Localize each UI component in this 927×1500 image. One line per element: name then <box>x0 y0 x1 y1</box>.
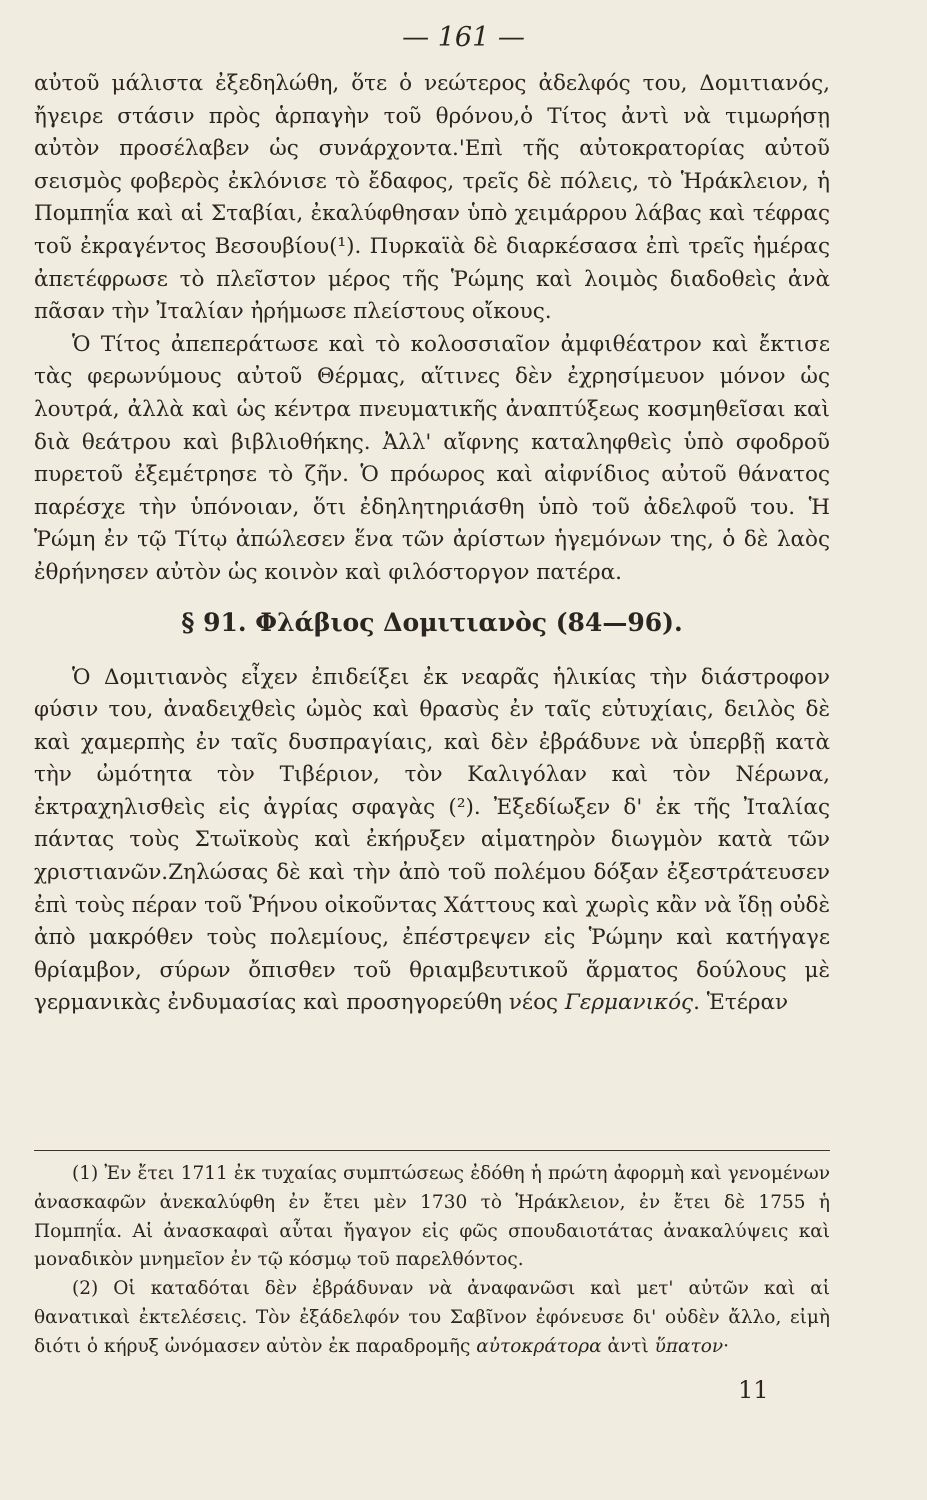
page-number: — 161 — <box>402 22 525 53</box>
footnote-divider <box>34 1150 830 1151</box>
paragraph-2: Ὁ Τίτος ἀπεπεράτωσε καὶ τὸ κολοσσιαῖον ἀμφιθέατρον καὶ ἔκτισε τὰς φερωνύμους αὐτοῦ Θέρμας, αἵτινες δὲν ἐχρησίμευον μόνον ὡς λουτρά, ἀλλὰ καὶ ὡς κέντρα πνευματικῆς ἀναπτύξεως κοσμηθεῖσαι καὶ διὰ θεάτρου καὶ βιβλιοθήκης. Ἀλλ' αἴφνης καταληφθεὶς ὑπὸ σφοδροῦ πυρετοῦ ἐξεμέτρησε τὸ ζῆν. Ὁ πρόωρος καὶ αἰφνίδιος αὐτοῦ θάνατος παρέσχε τὴν ὑπόνοιαν, ὅτι ἐδηλητηριάσθη ὑπὸ τοῦ ἀδελφοῦ του. Ἡ Ῥώμη ἐν τῷ Τίτῳ ἀπώλεσεν ἕνα τῶν ἀρίστων ἡγεμόνων της, ὁ δὲ λαὸς ἐθρήνησεν αὐτὸν ὡς κοινὸν καὶ φιλόστοργον πατέρα. <box>34 331 830 585</box>
footnote-2-italic-2: ὕπατον <box>654 1335 724 1357</box>
signature-mark: 11 <box>738 1376 769 1404</box>
footnote-2-mid: ἀντὶ <box>601 1335 655 1357</box>
footnote-2-italic-1: αὐτοκράτορα <box>476 1335 602 1357</box>
paragraph-1: αὐτοῦ μάλιστα ἐξεδηλώθη, ὅτε ὁ νεώτερος ἀδελφός του, Δομιτιανός, ἤγειρε στάσιν πρὸς ἁρπαγὴν τοῦ θρόνου,ὁ Τίτος ἀντὶ νὰ τιμωρήσῃ αὐτὸν προσέλαβεν ὡς συνάρχοντα.'Επὶ τῆς αὐτοκρατορίας αὐτοῦ σεισμὸς φοβερὸς ἐκλόνισε τὸ ἔδαφος, τρεῖς δὲ πόλεις, τὸ Ἡράκλειον, ἡ Πομπηΐα καὶ αἱ Σταβίαι, ἐκαλύφθησαν ὑπὸ χειμάρρου λάβας καὶ τέφρας τοῦ ἐκραγέντος Βεσουβίου(¹). Πυρκαϊὰ δὲ διαρκέσασα ἐπὶ τρεῖς ἡμέρας ἀπετέφρωσε τὸ πλεῖστον μέρος τῆς Ῥώμης καὶ λοιμὸς διαδοθεὶς ἀνὰ πᾶσαν τὴν Ἰταλίαν ἠρήμωσε πλείστους οἴκους. <box>34 71 830 325</box>
section-paragraph-tail: . Ἑτέραν <box>693 990 789 1016</box>
main-text <box>34 68 830 1020</box>
section-paragraph-italic: Γερμανικός <box>564 990 694 1016</box>
footnotes <box>34 1160 830 1362</box>
footnote-1: (1) Ἐν ἔτει 1711 ἐκ τυχαίας συμπτώσεως ἐδόθη ἡ πρώτη ἀφορμὴ καὶ γενομένων ἀνασκαφῶν ἀνεκαλύφθη ἐν ἔτει μὲν 1730 τὸ Ἡράκλειον, ἐν ἔτει δὲ 1755 ἡ Πομπηΐα. Αἱ ἀνασκαφαὶ αὗται ἤγαγον εἰς φῶς σπουδαιοτάτας ἀνακαλύψεις καὶ μοναδικὸν μνημεῖον ἐν τῷ κόσμῳ τοῦ παρελθόντος. <box>34 1163 830 1271</box>
section-paragraph-text: Ὁ Δομιτιανὸς εἶχεν ἐπιδείξει ἐκ νεαρᾶς ἡλικίας τὴν διάστροφον φύσιν του, ἀναδειχθεὶς ὠμὸς καὶ θρασὺς ἐν ταῖς εὐτυχίαις, δειλὸς δὲ καὶ χαμερπὴς ἐν ταῖς δυσπραγίαις, καὶ δὲν ἐβράδυνε νὰ ὑπερβῇ κατὰ τὴν ὠμότητα τὸν Τιβέριον, τὸν Καλιγόλαν καὶ τὸν Νέρωνα, ἐκτραχηλισθεὶς εἰς ἀγρίας σφαγὰς (²). Ἐξεδίωξεν δ' ἐκ τῆς Ἰταλίας πάντας τοὺς Στωϊκοὺς καὶ ἐκήρυξεν αἱματηρὸν διωγμὸν κατὰ τῶν χριστιανῶν.Ζηλώσας δὲ καὶ τὴν ἀπὸ τοῦ πολέμου δόξαν ἐξεστράτευσεν ἐπὶ τοὺς πέραν τοῦ Ῥήνου οἰκοῦντας Χάττους καὶ χωρὶς κἂν νὰ ἴδῃ οὐδὲ ἀπὸ μακρόθεν τοὺς πολεμίους, ἐπέστρεψεν εἰς Ῥώμην καὶ κατήγαγε θρίαμβον, σύρων ὄπισθεν τοῦ θριαμβευτικοῦ ἅρματος δούλους μὲ γερμανικὰς ἐνδυμασίας καὶ προσηγορεύθη νέος <box>34 664 830 1016</box>
footnote-2-tail: · <box>723 1335 730 1357</box>
section-paragraph <box>34 662 830 1021</box>
footnote-2 <box>34 1275 830 1361</box>
section-heading: § 91. Φλάβιος Δομιτιανὸς (84—96). <box>181 607 683 637</box>
footnote-2-head: (2) Οἱ καταδόται δὲν ἐβράδυναν νὰ ἀναφανῶσι καὶ μετ' αὐτῶν καὶ αἱ θανατικαὶ ἐκτελέσεις. Τὸν ἐξάδελφόν του Σαβῖνον ἐφόνευσε δι' οὐδὲν ἄλλο, εἰμὴ διότι ὁ κήρυξ ὠνόμασεν αὐτὸν ἐκ παραδρομῆς <box>34 1278 830 1357</box>
